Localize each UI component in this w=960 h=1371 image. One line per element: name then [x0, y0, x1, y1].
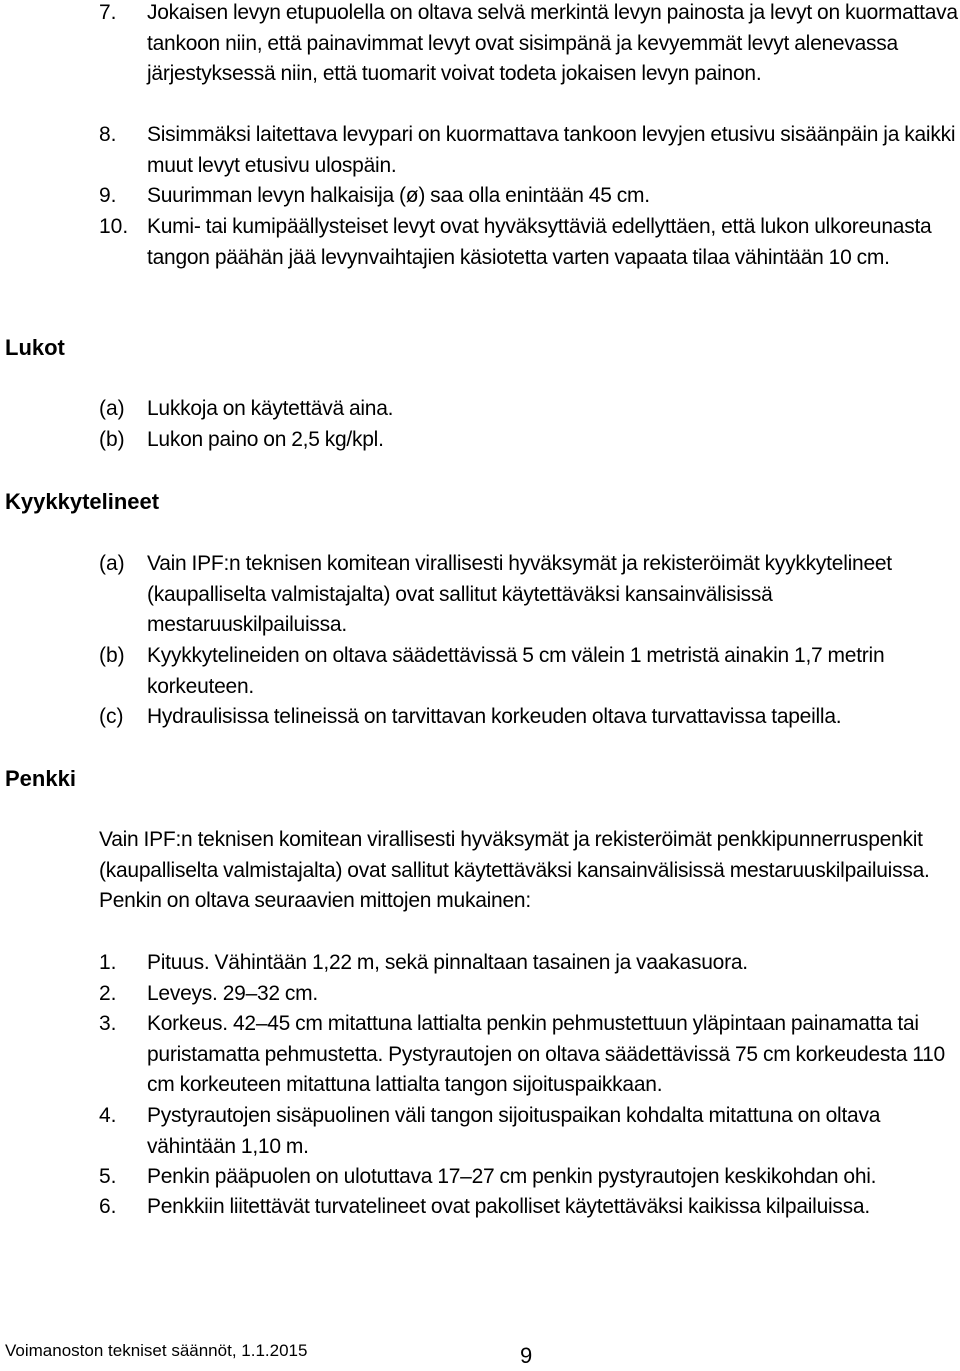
- list-item: [99, 425, 959, 456]
- list-number: 3.: [99, 1012, 117, 1035]
- list-text: Lukon paino on 2,5 kg/kpl.: [147, 428, 384, 451]
- list-item: [99, 120, 959, 181]
- list-label: (c): [99, 705, 124, 728]
- footer-document-title: Voimanoston tekniset säännöt, 1.1.2015: [5, 1341, 308, 1360]
- list-item: [99, 0, 959, 90]
- section-heading-lukot: Lukot: [5, 335, 65, 360]
- list-item: [99, 1101, 959, 1162]
- list-item: [99, 181, 959, 212]
- list-item: [99, 702, 959, 733]
- list-number: 7.: [99, 1, 117, 24]
- list-item: [99, 549, 959, 641]
- list-number: 9.: [99, 184, 117, 207]
- list-item: [99, 1192, 959, 1223]
- list-item: [99, 394, 959, 425]
- list-item: [99, 641, 959, 702]
- list-text: Penkkiin liitettävät turvatelineet ovat pakolliset käytettäväksi kaikissa kilpailuissa.: [147, 1195, 870, 1218]
- list-label: (b): [99, 644, 125, 667]
- list-label: (a): [99, 552, 125, 575]
- list-text: Kyykkytelineiden on oltava säädettävissä 5 cm välein 1 metristä ainakin 1,7 metrin korkeuteen.: [147, 644, 885, 698]
- list-text: Pituus. Vähintään 1,22 m, sekä pinnaltaan tasainen ja vaakasuora.: [147, 951, 748, 974]
- list-item: [99, 948, 959, 979]
- penkki-intro-paragraph: Vain IPF:n teknisen komitean virallisesti hyväksymät ja rekisteröimät penkkipunnerruspenkit (kaupalliselta valmistajalta) ovat sallitut käytettäväksi kansainvälisissä mestaruuskilpailuissa. Penkin on oltava seuraavien mittojen mukainen:: [99, 828, 930, 912]
- list-text: Jokaisen levyn etupuolella on oltava selvä merkintä levyn painosta ja levyt on kuormattava tankoon niin, että painavimmat levyt ovat sisimpänä ja kevyemmät levyt alenevassa järjestyksessä niin, että tuomarit voivat todeta jokaisen levyn painon.: [147, 1, 958, 85]
- list-label: (a): [99, 397, 125, 420]
- page-number: 9: [520, 1343, 533, 1368]
- list-text: Leveys. 29–32 cm.: [147, 982, 319, 1005]
- list-number: 2.: [99, 982, 117, 1005]
- list-item: [99, 212, 959, 273]
- list-text: Vain IPF:n teknisen komitean virallisesti hyväksymät ja rekisteröimät kyykkytelineet (kaupalliselta valmistajalta) ovat sallitut käytettäväksi kansainvälisissä mestaruuskilpailuissa.: [147, 552, 892, 636]
- list-item: [99, 1009, 959, 1101]
- list-text: Penkin pääpuolen on ulotuttava 17–27 cm penkin pystyrautojen keskikohdan ohi.: [147, 1165, 877, 1188]
- section-heading-penkki: Penkki: [5, 766, 76, 791]
- list-item: [99, 1162, 959, 1193]
- list-text: Korkeus. 42–45 cm mitattuna lattialta penkin pehmustettuun yläpintaan painamatta tai puristamatta pehmustetta. Pystyrautojen on oltava säädettävissä 75 cm korkeudesta 110 cm korkeuteen mitattuna lattialta tangon sijoituspaikkaan.: [147, 1012, 945, 1096]
- list-label: (b): [99, 428, 125, 451]
- list-number: 5.: [99, 1165, 117, 1188]
- list-number: 4.: [99, 1104, 117, 1127]
- list-number: 8.: [99, 123, 117, 146]
- list-text: Suurimman levyn halkaisija (ø) saa olla enintään 45 cm.: [147, 184, 650, 207]
- list-text: Hydraulisissa telineissä on tarvittavan korkeuden oltava turvattavissa tapeilla.: [147, 705, 842, 728]
- list-text: Lukkoja on käytettävä aina.: [147, 397, 394, 420]
- list-item: [99, 979, 959, 1010]
- list-number: 1.: [99, 951, 117, 974]
- list-text: Pystyrautojen sisäpuolinen väli tangon sijoituspaikan kohdalta mitattuna on oltava vähintään 1,10 m.: [147, 1104, 881, 1158]
- list-text: Sisimmäksi laitettava levypari on kuormattava tankoon levyjen etusivu sisäänpäin ja kaikki muut levyt etusivu ulospäin.: [147, 123, 956, 177]
- section-heading-kyykkytelineet: Kyykkytelineet: [5, 489, 160, 514]
- list-number: 6.: [99, 1195, 117, 1218]
- list-number: 10.: [99, 215, 129, 238]
- list-text: Kumi- tai kumipäällysteiset levyt ovat hyväksyttäviä edellyttäen, että lukon ulkoreunasta tangon päähän jää levynvaihtajien käsiotetta varten vapaata tilaa vähintään 10 cm.: [147, 215, 932, 269]
